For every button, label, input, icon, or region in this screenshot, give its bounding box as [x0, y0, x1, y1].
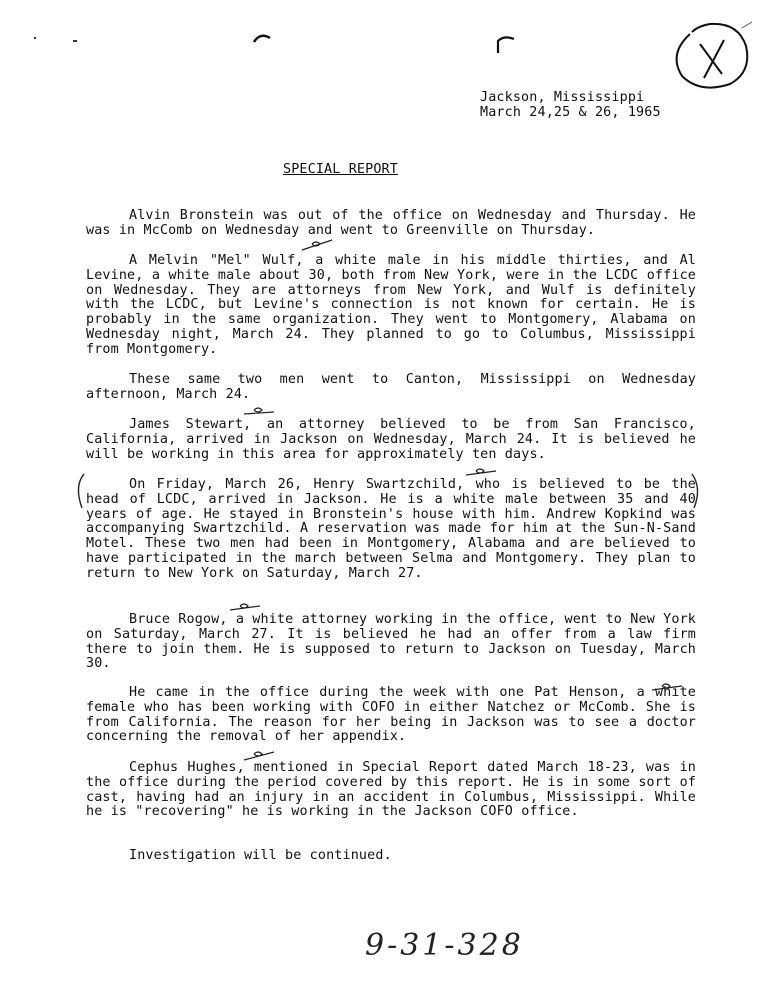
report-location: Jackson, Mississippi — [480, 90, 645, 105]
handwritten-check-mark-icon — [240, 746, 280, 766]
handwritten-check-mark-icon — [240, 402, 280, 422]
handwritten-check-mark-icon — [648, 678, 688, 698]
scan-mark-dots — [30, 30, 90, 50]
paragraph-5 — [86, 478, 696, 582]
handwritten-check-mark-icon — [226, 598, 266, 618]
scan-mark-arc-left — [252, 30, 274, 46]
handwritten-file-number: 9-31-328 — [365, 928, 524, 963]
paragraph-6 — [86, 613, 696, 672]
handwritten-bracket-right-icon — [690, 472, 704, 512]
paragraph-text: James Stewart, an attorney believed to be from San Francisco, California, arrived in Jackson on Wednesday, March 24. It is believed he will be working in this area for approximately ten days. — [86, 417, 696, 462]
paragraph-7 — [86, 686, 696, 745]
paragraph-text: Alvin Bronstein was out of the office on Wednesday and Thursday. He was in McComb on Wednesday and went to Greenville on Thursday. — [86, 208, 696, 238]
paragraph-9 — [86, 849, 696, 864]
paragraph-text: These same two men went to Canton, Mississippi on Wednesday afternoon, March 24. — [86, 372, 696, 402]
handwritten-check-mark-icon — [298, 236, 338, 256]
report-header — [480, 91, 750, 121]
paragraph-text: Bruce Rogow, a white attorney working in the office, went to New York on Saturday, March 27. It is believed he had an offer from a law firm there to join them. He is supposed to return to Jackson on Tuesday, March 30. — [86, 612, 696, 672]
report-title: SPECIAL REPORT — [283, 162, 398, 177]
handwritten-x-circle-icon — [660, 14, 760, 94]
paragraph-8 — [86, 761, 696, 820]
handwritten-check-mark-icon — [462, 463, 502, 483]
paragraph-text: Investigation will be continued. — [129, 848, 392, 863]
report-dates: March 24,25 & 26, 1965 — [480, 104, 661, 120]
paragraph-4 — [86, 418, 696, 462]
paragraph-2 — [86, 254, 696, 358]
handwritten-bracket-left-icon — [72, 472, 86, 512]
paragraph-text: He came in the office during the week with one Pat Henson, a white female who has been working with COFO in either Natchez or McComb. She is from California. The reason for her being in Jackson was to see a doctor concerning the removal of her appendix. — [86, 685, 696, 745]
paragraph-3 — [86, 373, 696, 403]
paragraph-text: A Melvin "Mel" Wulf, a white male in his middle thirties, and Al Levine, a white male about 30, both from New York, were in the LCDC office on Wednesday. They are attorneys from New York, and Wulf is definitely with the LCDC, but Levine's connection is not known for certain. He is probably in the same organization. They went to Montgomery, Alabama on Wednesday night, March 24. They planned to go to Columbus, Mississippi from Montgomery. — [86, 253, 696, 357]
scan-mark-arc-right — [494, 33, 518, 55]
paragraph-text: Cephus Hughes, mentioned in Special Report dated March 18-23, was in the office during the period covered by this report. He is in some sort of cast, having had an injury in an accident in Columbus, Mississippi. While he is "recovering" he is working in the Jackson COFO office. — [86, 760, 696, 820]
paragraph-1 — [86, 209, 696, 239]
paragraph-text: On Friday, March 26, Henry Swartzchild, who is believed to be the head of LCDC, arrived in Jackson. He is a white male between 35 and 40 years of age. He stayed in Bronstein's house with him. Andrew Kopkind was accompanying Swartzchild. A reservation was made for him at the Sun-N-Sand Motel. These two men had been in Montgomery, Alabama and are believed to have participated in the march between Selma and Montgomery. They plan to return to New York on Saturday, March 27. — [86, 477, 696, 581]
